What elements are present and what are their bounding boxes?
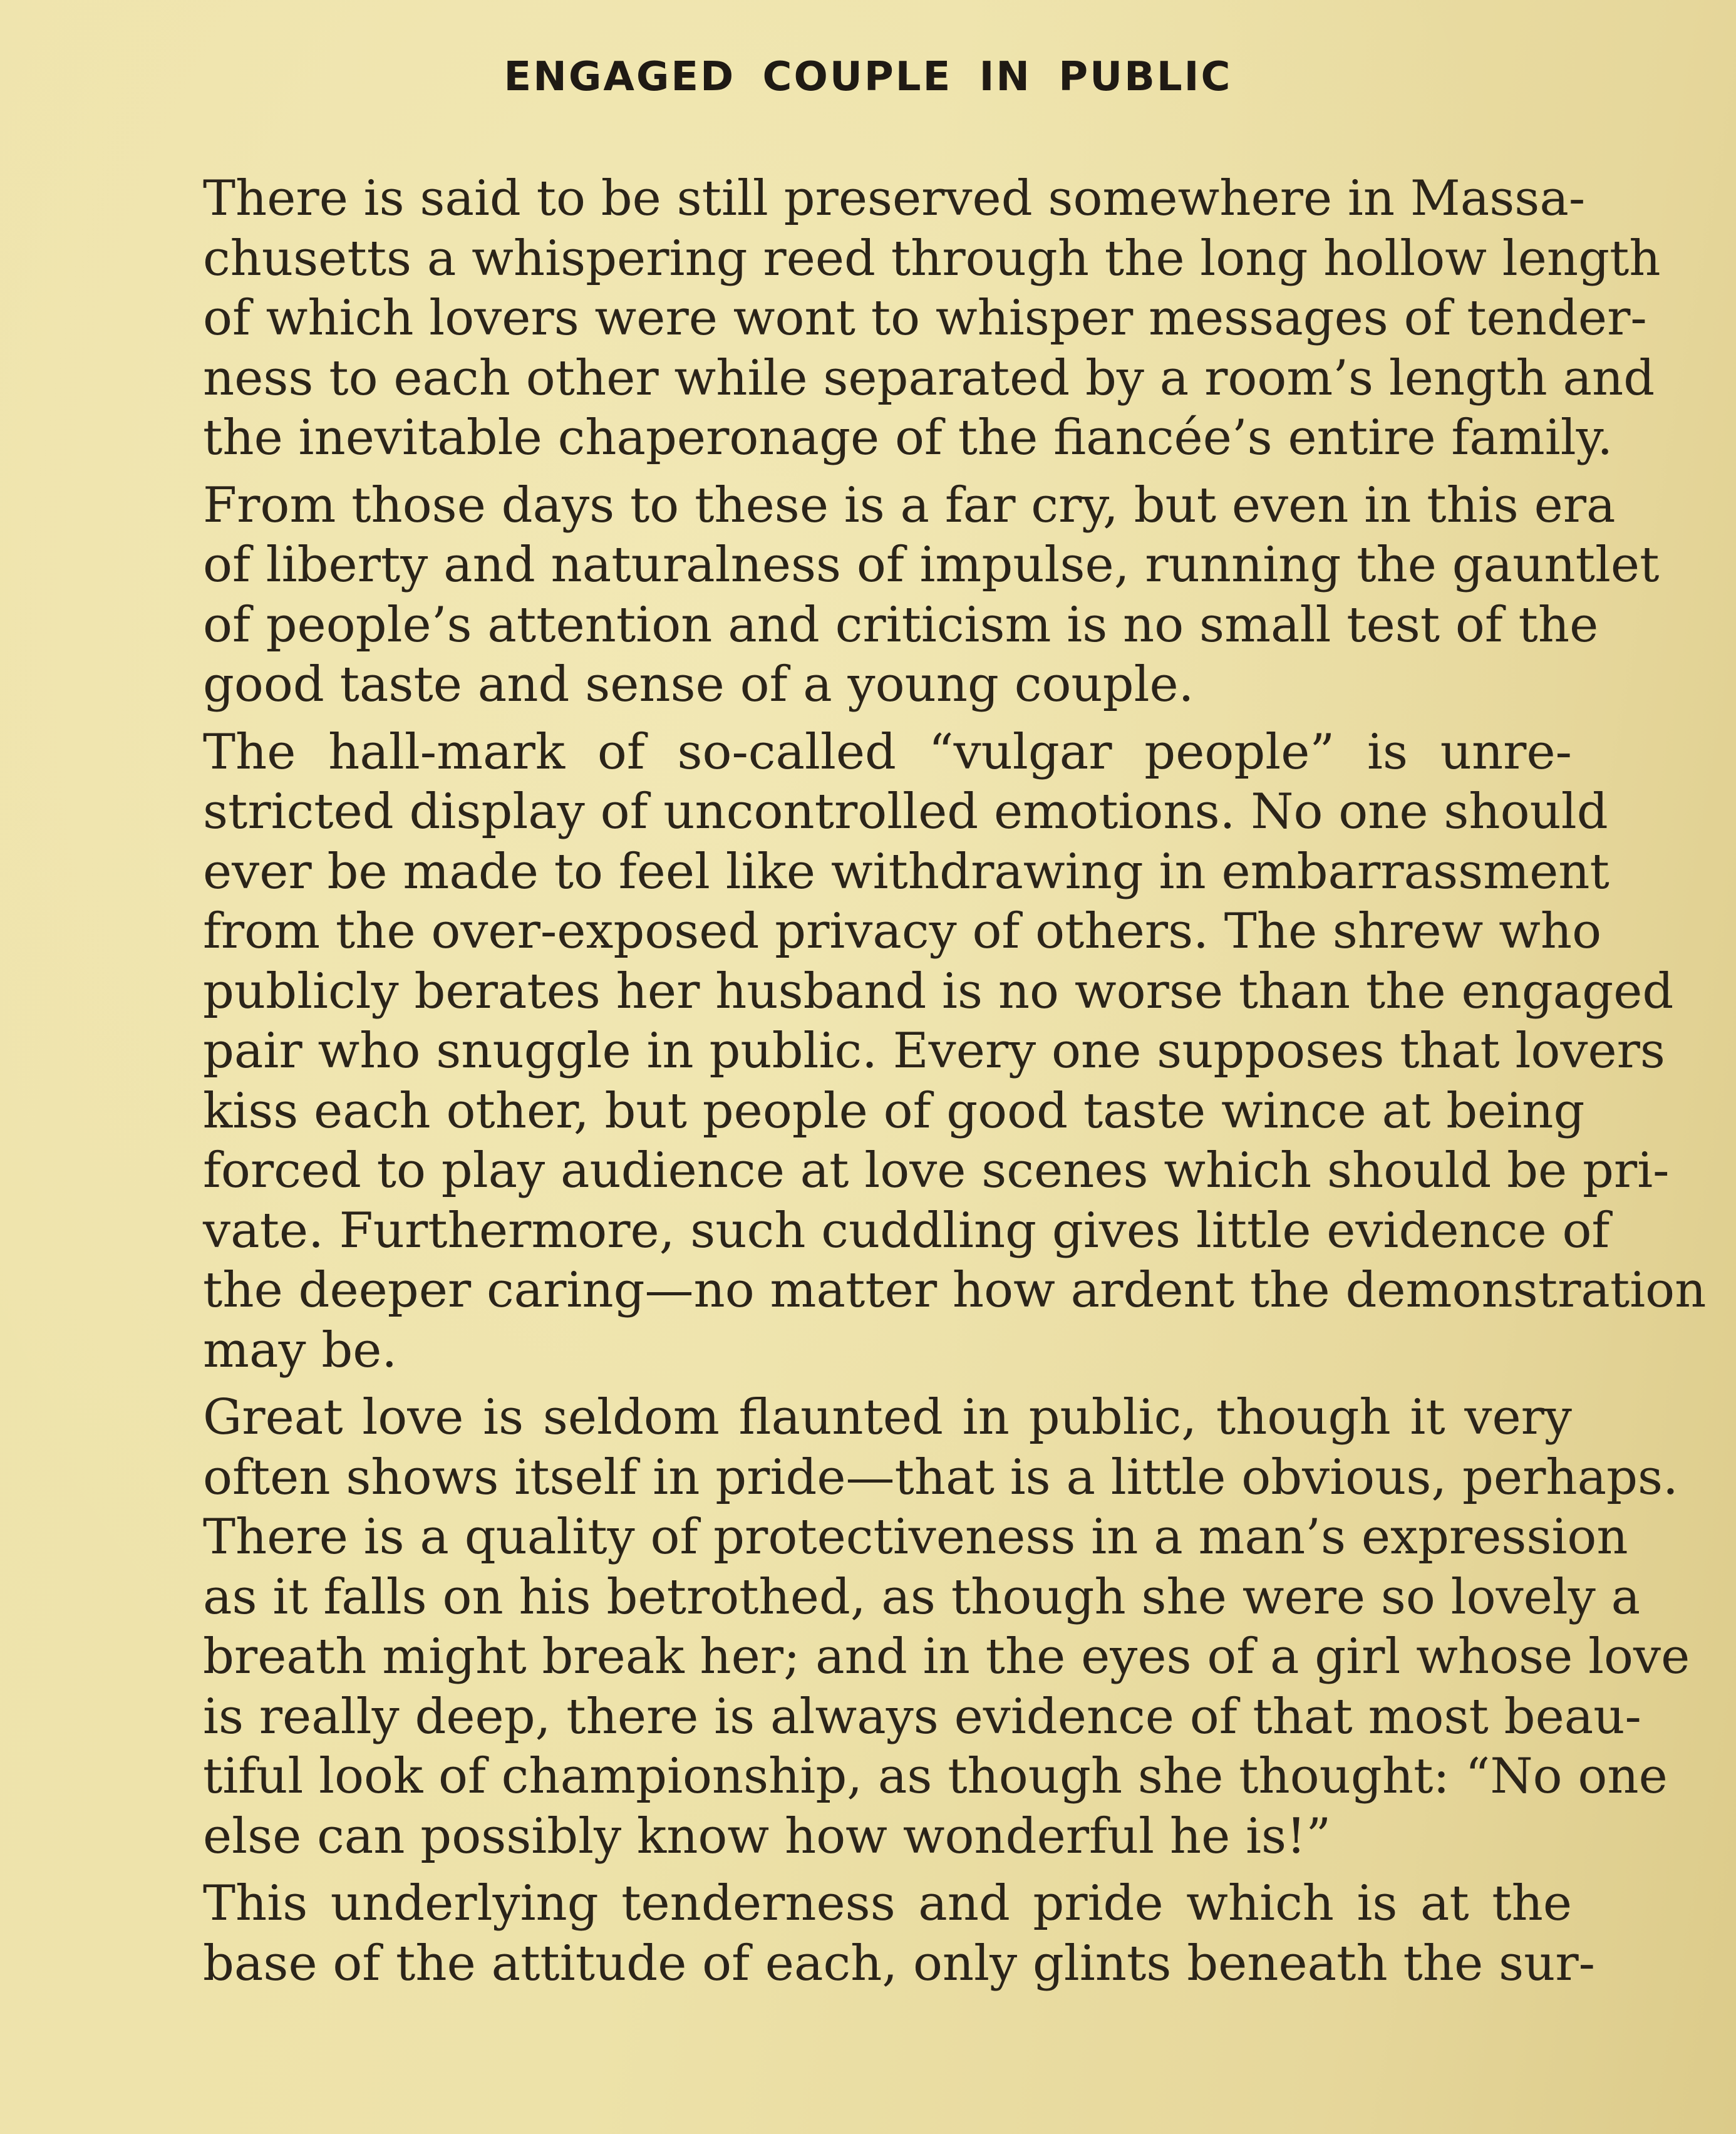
paragraph-3 bbox=[144, 723, 1707, 1381]
text-line: the deeper caring—no matter how ardent the demonstration bbox=[203, 1262, 1707, 1318]
paragraph-5 bbox=[144, 1874, 1595, 1994]
text-line: There is a quality of protectiveness in a man’s expression bbox=[203, 1509, 1628, 1565]
text-line: as it falls on his betrothed, as though she were so lovely a bbox=[203, 1568, 1641, 1625]
text-line: Great love is seldom flaunted in public, though it very bbox=[203, 1389, 1572, 1446]
text-line: the inevitable chaperonage of the fiancée’s entire family. bbox=[203, 410, 1613, 466]
text-line: good taste and sense of a young couple. bbox=[203, 656, 1194, 713]
text-line: vate. Furthermore, such cuddling gives little evidence of bbox=[203, 1202, 1610, 1259]
text-line: From those days to these is a far cry, but even in this era bbox=[203, 477, 1616, 534]
text-line: is really deep, there is always evidence of that most beau- bbox=[203, 1688, 1641, 1745]
text-line: forced to play audience at love scenes which should be pri- bbox=[203, 1142, 1670, 1199]
text-line: stricted display of uncontrolled emotions. No one should bbox=[203, 784, 1608, 840]
text-line: of people’s attention and criticism is no small test of the bbox=[203, 596, 1599, 653]
text-line: The hall-mark of so-called “vulgar people” is unre- bbox=[203, 723, 1572, 780]
text-line: from the over-exposed privacy of others. The shrew who bbox=[203, 903, 1602, 960]
text-line: This underlying tenderness and pride which is at the bbox=[203, 1875, 1572, 1932]
page-heading: ENGAGED COUPLE IN PUBLIC bbox=[504, 54, 1232, 100]
text-line: of which lovers were wont to whisper messages of tender- bbox=[203, 290, 1647, 346]
text-line: tiful look of championship, as though she thought: “No one bbox=[203, 1748, 1668, 1805]
text-line: base of the attitude of each, only glints beneath the sur- bbox=[203, 1935, 1595, 1992]
text-line: ever be made to feel like withdrawing in embarrassment bbox=[203, 843, 1609, 900]
paragraph-1 bbox=[144, 169, 1661, 469]
text-line: breath might break her; and in the eyes of a girl whose love bbox=[203, 1629, 1690, 1685]
text-line: often shows itself in pride—that is a little obvious, perhaps. bbox=[203, 1449, 1678, 1506]
text-line: kiss each other, but people of good taste wince at being bbox=[203, 1082, 1585, 1139]
text-line: pair who snuggle in public. Every one supposes that lovers bbox=[203, 1023, 1665, 1079]
text-line: publicly berates her husband is no worse than the engaged bbox=[203, 963, 1674, 1020]
paragraph-2 bbox=[144, 476, 1660, 715]
text-line: ness to each other while separated by a room’s length and bbox=[203, 350, 1655, 407]
text-line: may be. bbox=[203, 1322, 398, 1379]
text-line: There is said to be still preserved somewhere in Massa- bbox=[203, 170, 1586, 227]
paragraph-4 bbox=[144, 1388, 1690, 1867]
body-text bbox=[144, 169, 1707, 2001]
text-line: of liberty and naturalness of impulse, running the gauntlet bbox=[203, 537, 1660, 593]
text-line: chusetts a whispering reed through the long hollow length bbox=[203, 230, 1661, 287]
text-line: else can possibly know how wonderful he is!” bbox=[203, 1808, 1331, 1865]
